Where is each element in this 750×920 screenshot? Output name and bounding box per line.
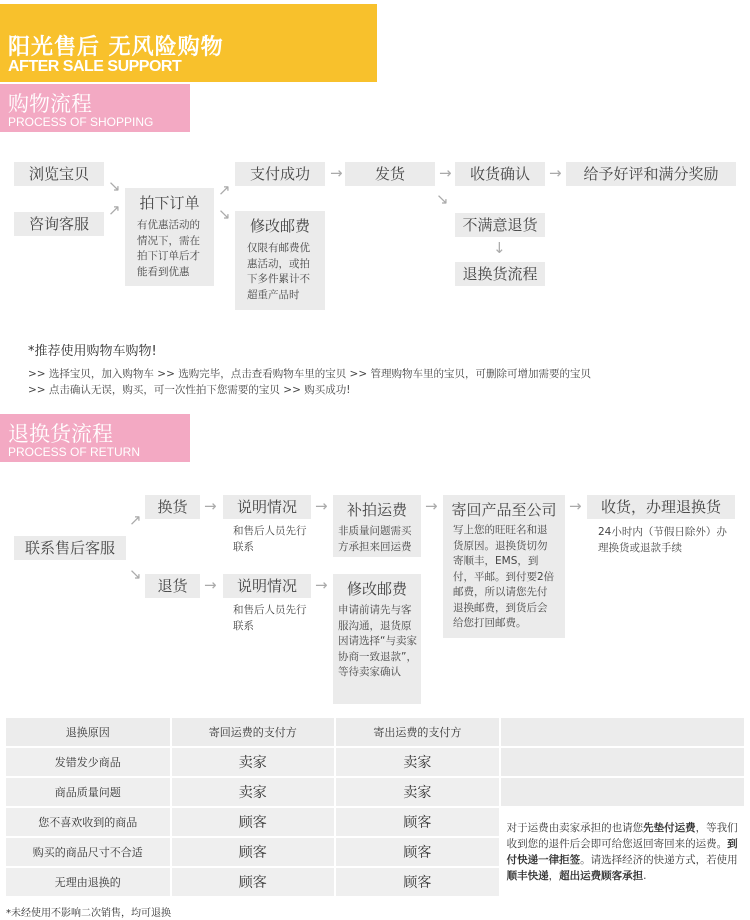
step-receive-process: 收货，办理退换货	[587, 495, 735, 519]
table-header: 寄出运费的支付方	[335, 717, 500, 747]
note-text: .	[643, 870, 647, 882]
table-cell-return-payer: 卖家	[171, 777, 336, 807]
table-header-row	[5, 717, 745, 747]
step-send-back	[443, 495, 565, 638]
step-consult: 咨询客服	[14, 212, 104, 236]
return-section-header	[0, 414, 190, 462]
note-bold: 到付快递一律拒签	[506, 838, 738, 866]
step-send-back-title: 寄回产品至公司	[451, 501, 557, 519]
arrow-down-icon: ↓	[493, 239, 506, 257]
arrow-up-right-icon: ↗	[218, 181, 231, 199]
note-bold: 顺丰快递	[506, 870, 549, 882]
note-text: ，	[548, 870, 560, 882]
step-modify-2-desc: 申请前请先与客服沟通，退货原因请选择“与卖家协商一致退款”，等待卖家确认	[338, 604, 417, 678]
table-cell-return-payer: 顾客	[171, 867, 336, 897]
step-order-desc: 有优惠活动的情况下，需在拍下订单后才能看到优惠	[137, 219, 200, 278]
step-reshoot-title: 补拍运费	[346, 501, 407, 519]
step-explain-1: 说明情况	[223, 495, 311, 519]
note-text: 。请选择经济的快递方式，若使用	[580, 854, 738, 866]
table-header-blank	[500, 717, 745, 747]
arrow-up-right-icon: ↗	[129, 511, 142, 529]
table-header: 退换原因	[5, 717, 171, 747]
step-review: 给予好评和满分奖励	[566, 162, 736, 186]
table-cell-send-payer: 卖家	[335, 747, 500, 777]
step-receive: 收货确认	[455, 162, 545, 186]
arrow-right-icon: →	[315, 497, 328, 515]
step-modify-2-title: 修改邮费	[346, 580, 407, 598]
step-modify-postage-2	[333, 574, 421, 704]
cart-steps-line2: >> 点击确认无误，购买，可一次性拍下您需要的宝贝 >> 购买成功!	[28, 384, 351, 396]
table-cell-blank	[500, 747, 745, 777]
cart-steps-line1: >> 选择宝贝，加入购物车 >> 选购完毕，点击查看购物车里的宝贝 >> 管理购物车里的宝贝，可删除可增加需要的宝贝	[28, 368, 591, 380]
note-bold: 超出运费顾客承担	[559, 870, 644, 882]
arrow-right-icon: →	[315, 576, 328, 594]
table-cell-reason: 发错发少商品	[5, 747, 171, 777]
banner-title: 阳光售后 无风险购物	[8, 35, 224, 60]
step-explain-1-desc: 和售后人员先行联系	[233, 525, 307, 553]
footnote: *未经使用不影响二次销售，均可退换	[6, 908, 171, 919]
note-text: 对于运费由卖家承担的也请您	[506, 822, 644, 834]
arrow-right-icon: →	[549, 164, 562, 182]
step-unsatisfied: 不满意退货	[455, 213, 545, 237]
step-browse: 浏览宝贝	[14, 162, 104, 186]
step-receive-process-desc: 24小时内（节假日除外）办理换货或退款手续	[598, 526, 727, 554]
table-cell-send-payer: 顾客	[335, 837, 500, 867]
arrow-right-icon: →	[204, 576, 217, 594]
note-bold: 先垫付运费	[643, 822, 696, 834]
step-reshoot-postage	[333, 495, 421, 557]
shopping-title-cn: 购物流程	[8, 92, 92, 116]
table-cell-return-payer: 顾客	[171, 807, 336, 837]
table-cell-send-payer: 顾客	[335, 867, 500, 897]
table-cell-send-payer: 卖家	[335, 777, 500, 807]
table-header: 寄回运费的支付方	[171, 717, 336, 747]
step-return-flow: 退换货流程	[455, 262, 545, 286]
table-row	[5, 777, 745, 807]
note-text: ，等我们收到您的退件后会即可给您返回寄回来的运费。	[506, 822, 738, 850]
table-cell-send-payer: 顾客	[335, 807, 500, 837]
arrow-down-right-icon: ↘	[108, 177, 121, 195]
arrow-down-right-icon: ↘	[129, 565, 142, 583]
header-banner	[0, 4, 377, 82]
shipping-note	[500, 807, 745, 897]
table-cell-reason: 无理由退换的	[5, 867, 171, 897]
shopping-section-header	[0, 84, 190, 132]
step-refund: 退货	[145, 574, 200, 598]
table-row	[5, 747, 745, 777]
recommend-cart: *推荐使用购物车购物!	[28, 344, 157, 359]
table-cell-return-payer: 卖家	[171, 747, 336, 777]
step-explain-2: 说明情况	[223, 574, 311, 598]
table-cell-reason: 您不喜欢收到的商品	[5, 807, 171, 837]
arrow-down-right-icon: ↘	[436, 190, 449, 208]
step-explain-2-desc: 和售后人员先行联系	[233, 604, 307, 632]
table-cell-reason: 商品质量问题	[5, 777, 171, 807]
step-order-title: 拍下订单	[139, 194, 200, 212]
step-ship: 发货	[345, 162, 435, 186]
arrow-up-right-icon: ↗	[108, 201, 121, 219]
table-row	[5, 807, 745, 837]
step-modify-postage	[235, 211, 325, 310]
step-modify-desc: 仅限有邮费优惠活动，或拍下多件累计不超重产品时	[247, 242, 310, 301]
banner-subtitle: AFTER SALE SUPPORT	[8, 58, 182, 75]
step-contact-service: 联系售后客服	[14, 536, 126, 560]
arrow-right-icon: →	[425, 497, 438, 515]
table-cell-return-payer: 顾客	[171, 837, 336, 867]
arrow-right-icon: →	[569, 497, 582, 515]
step-order	[125, 188, 214, 286]
shopping-title-en: PROCESS OF SHOPPING	[8, 115, 154, 129]
step-pay: 支付成功	[235, 162, 325, 186]
arrow-right-icon: →	[439, 164, 452, 182]
arrow-down-right-icon: ↘	[218, 205, 231, 223]
return-title-en: PROCESS OF RETURN	[8, 445, 141, 459]
return-title-cn: 退换货流程	[8, 422, 113, 446]
arrow-right-icon: →	[204, 497, 217, 515]
step-reshoot-desc: 非质量问题需买方承担来回运费	[338, 525, 412, 553]
arrow-right-icon: →	[330, 164, 343, 182]
step-send-back-desc: 写上您的旺旺名和退货原因。退换货切勿寄顺丰，EMS，到付，平邮。到付要2倍邮费，所以请您先付退换邮费，到货后会给您打回邮费。	[453, 524, 555, 629]
step-modify-title: 修改邮费	[249, 217, 310, 235]
table-cell-reason: 购买的商品尺寸不合适	[5, 837, 171, 867]
table-cell-blank	[500, 777, 745, 807]
step-exchange: 换货	[145, 495, 200, 519]
return-policy-table	[4, 716, 746, 898]
